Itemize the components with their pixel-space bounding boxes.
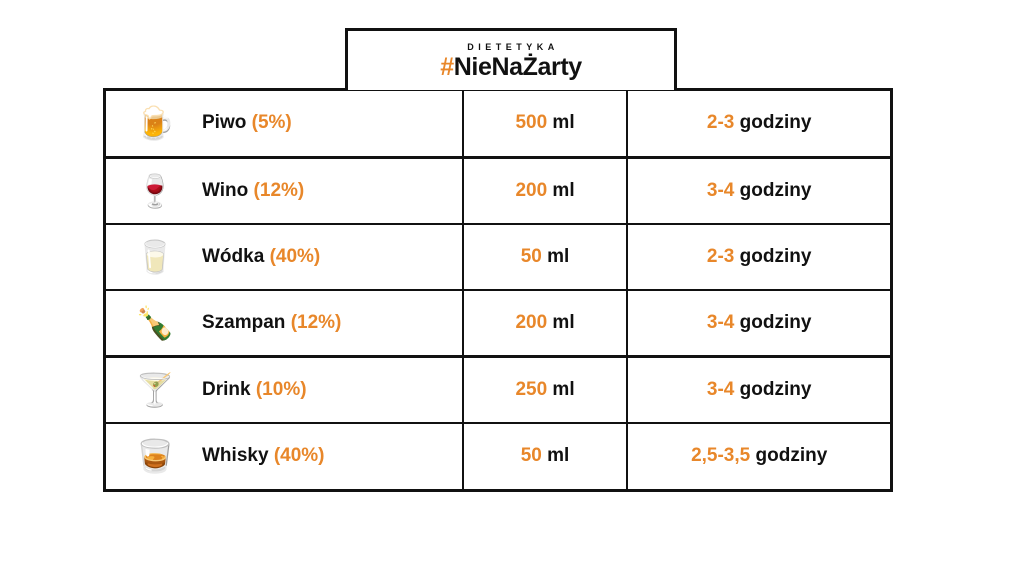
drink-percent: (40%): [269, 245, 321, 267]
table-row: [106, 224, 890, 290]
time-value: 2,5-3,5: [691, 445, 751, 467]
drink-percent: (12%): [253, 179, 305, 201]
time-unit: godziny: [739, 378, 812, 400]
drink-name-cell: [106, 91, 463, 157]
drink-name: Wino: [202, 179, 249, 201]
drink-label: [202, 246, 320, 268]
water-glass-icon: 🥛: [135, 238, 175, 275]
drink-label: [202, 379, 307, 401]
table-row: [106, 356, 890, 422]
amount-value: 500: [515, 112, 548, 134]
drink-name: Szampan: [202, 311, 286, 333]
drink-percent: (12%): [290, 311, 342, 333]
time-value: 3-4: [706, 179, 735, 201]
time-value: 3-4: [706, 378, 735, 400]
cocktail-glass-icon: 🍸: [135, 371, 175, 408]
time-value: 3-4: [706, 311, 735, 333]
drink-name: Drink: [202, 378, 251, 400]
table-body: [106, 91, 890, 489]
drink-name-cell: [106, 290, 463, 356]
table-row: [106, 290, 890, 356]
amount-cell: [463, 423, 628, 489]
amount-cell: [463, 157, 628, 223]
amount-unit: ml: [547, 245, 570, 267]
drink-name-cell: [106, 356, 463, 422]
whisky-tumbler-icon: 🥃: [135, 438, 175, 475]
drink-name: Whisky: [202, 445, 269, 467]
table-row: [106, 157, 890, 223]
brand-logo-badge: [345, 28, 677, 90]
drink-name: Piwo: [202, 112, 247, 134]
time-unit: godziny: [739, 112, 812, 134]
amount-value: 50: [520, 445, 542, 467]
time-unit: godziny: [739, 311, 812, 333]
time-cell: [627, 224, 890, 290]
drink-label: [202, 112, 292, 134]
hash-symbol: #: [440, 52, 454, 81]
amount-cell: [463, 290, 628, 356]
champagne-bottle-icon: 🍾: [135, 304, 175, 341]
amount-cell: [463, 224, 628, 290]
drink-name-cell: [106, 423, 463, 489]
time-value: 2-3: [706, 245, 735, 267]
time-unit: godziny: [755, 445, 828, 467]
table-row: [106, 423, 890, 489]
table: [106, 91, 890, 489]
brand-name-text: NieNaŻarty: [453, 52, 582, 81]
time-cell: [627, 157, 890, 223]
amount-unit: ml: [547, 445, 570, 467]
drink-name: Wódka: [202, 245, 265, 267]
amount-unit: ml: [552, 311, 575, 333]
amount-value: 250: [515, 378, 548, 400]
brand-name: [440, 52, 582, 81]
amount-value: 50: [520, 245, 542, 267]
time-cell: [627, 423, 890, 489]
time-cell: [627, 290, 890, 356]
drink-label: [202, 180, 304, 202]
drink-name-cell: [106, 224, 463, 290]
wine-glass-icon: 🍷: [135, 172, 175, 209]
amount-value: 200: [515, 179, 548, 201]
amount-unit: ml: [552, 378, 575, 400]
amount-cell: [463, 91, 628, 157]
beer-mug-icon: 🍺: [135, 105, 175, 142]
drink-label: [202, 312, 341, 334]
time-value: 2-3: [706, 112, 735, 134]
time-cell: [627, 91, 890, 157]
time-cell: [627, 356, 890, 422]
drink-name-cell: [106, 157, 463, 223]
table-row: [106, 91, 890, 157]
drink-percent: (40%): [273, 445, 325, 467]
alcohol-metabolism-table: [103, 88, 893, 492]
drink-label: [202, 445, 325, 467]
amount-cell: [463, 356, 628, 422]
drink-percent: (5%): [251, 112, 292, 134]
amount-unit: ml: [552, 112, 575, 134]
time-unit: godziny: [739, 179, 812, 201]
brand-kicker: DIETETYKA: [467, 41, 559, 52]
amount-unit: ml: [552, 179, 575, 201]
time-unit: godziny: [739, 245, 812, 267]
amount-value: 200: [515, 311, 548, 333]
drink-percent: (10%): [255, 378, 307, 400]
